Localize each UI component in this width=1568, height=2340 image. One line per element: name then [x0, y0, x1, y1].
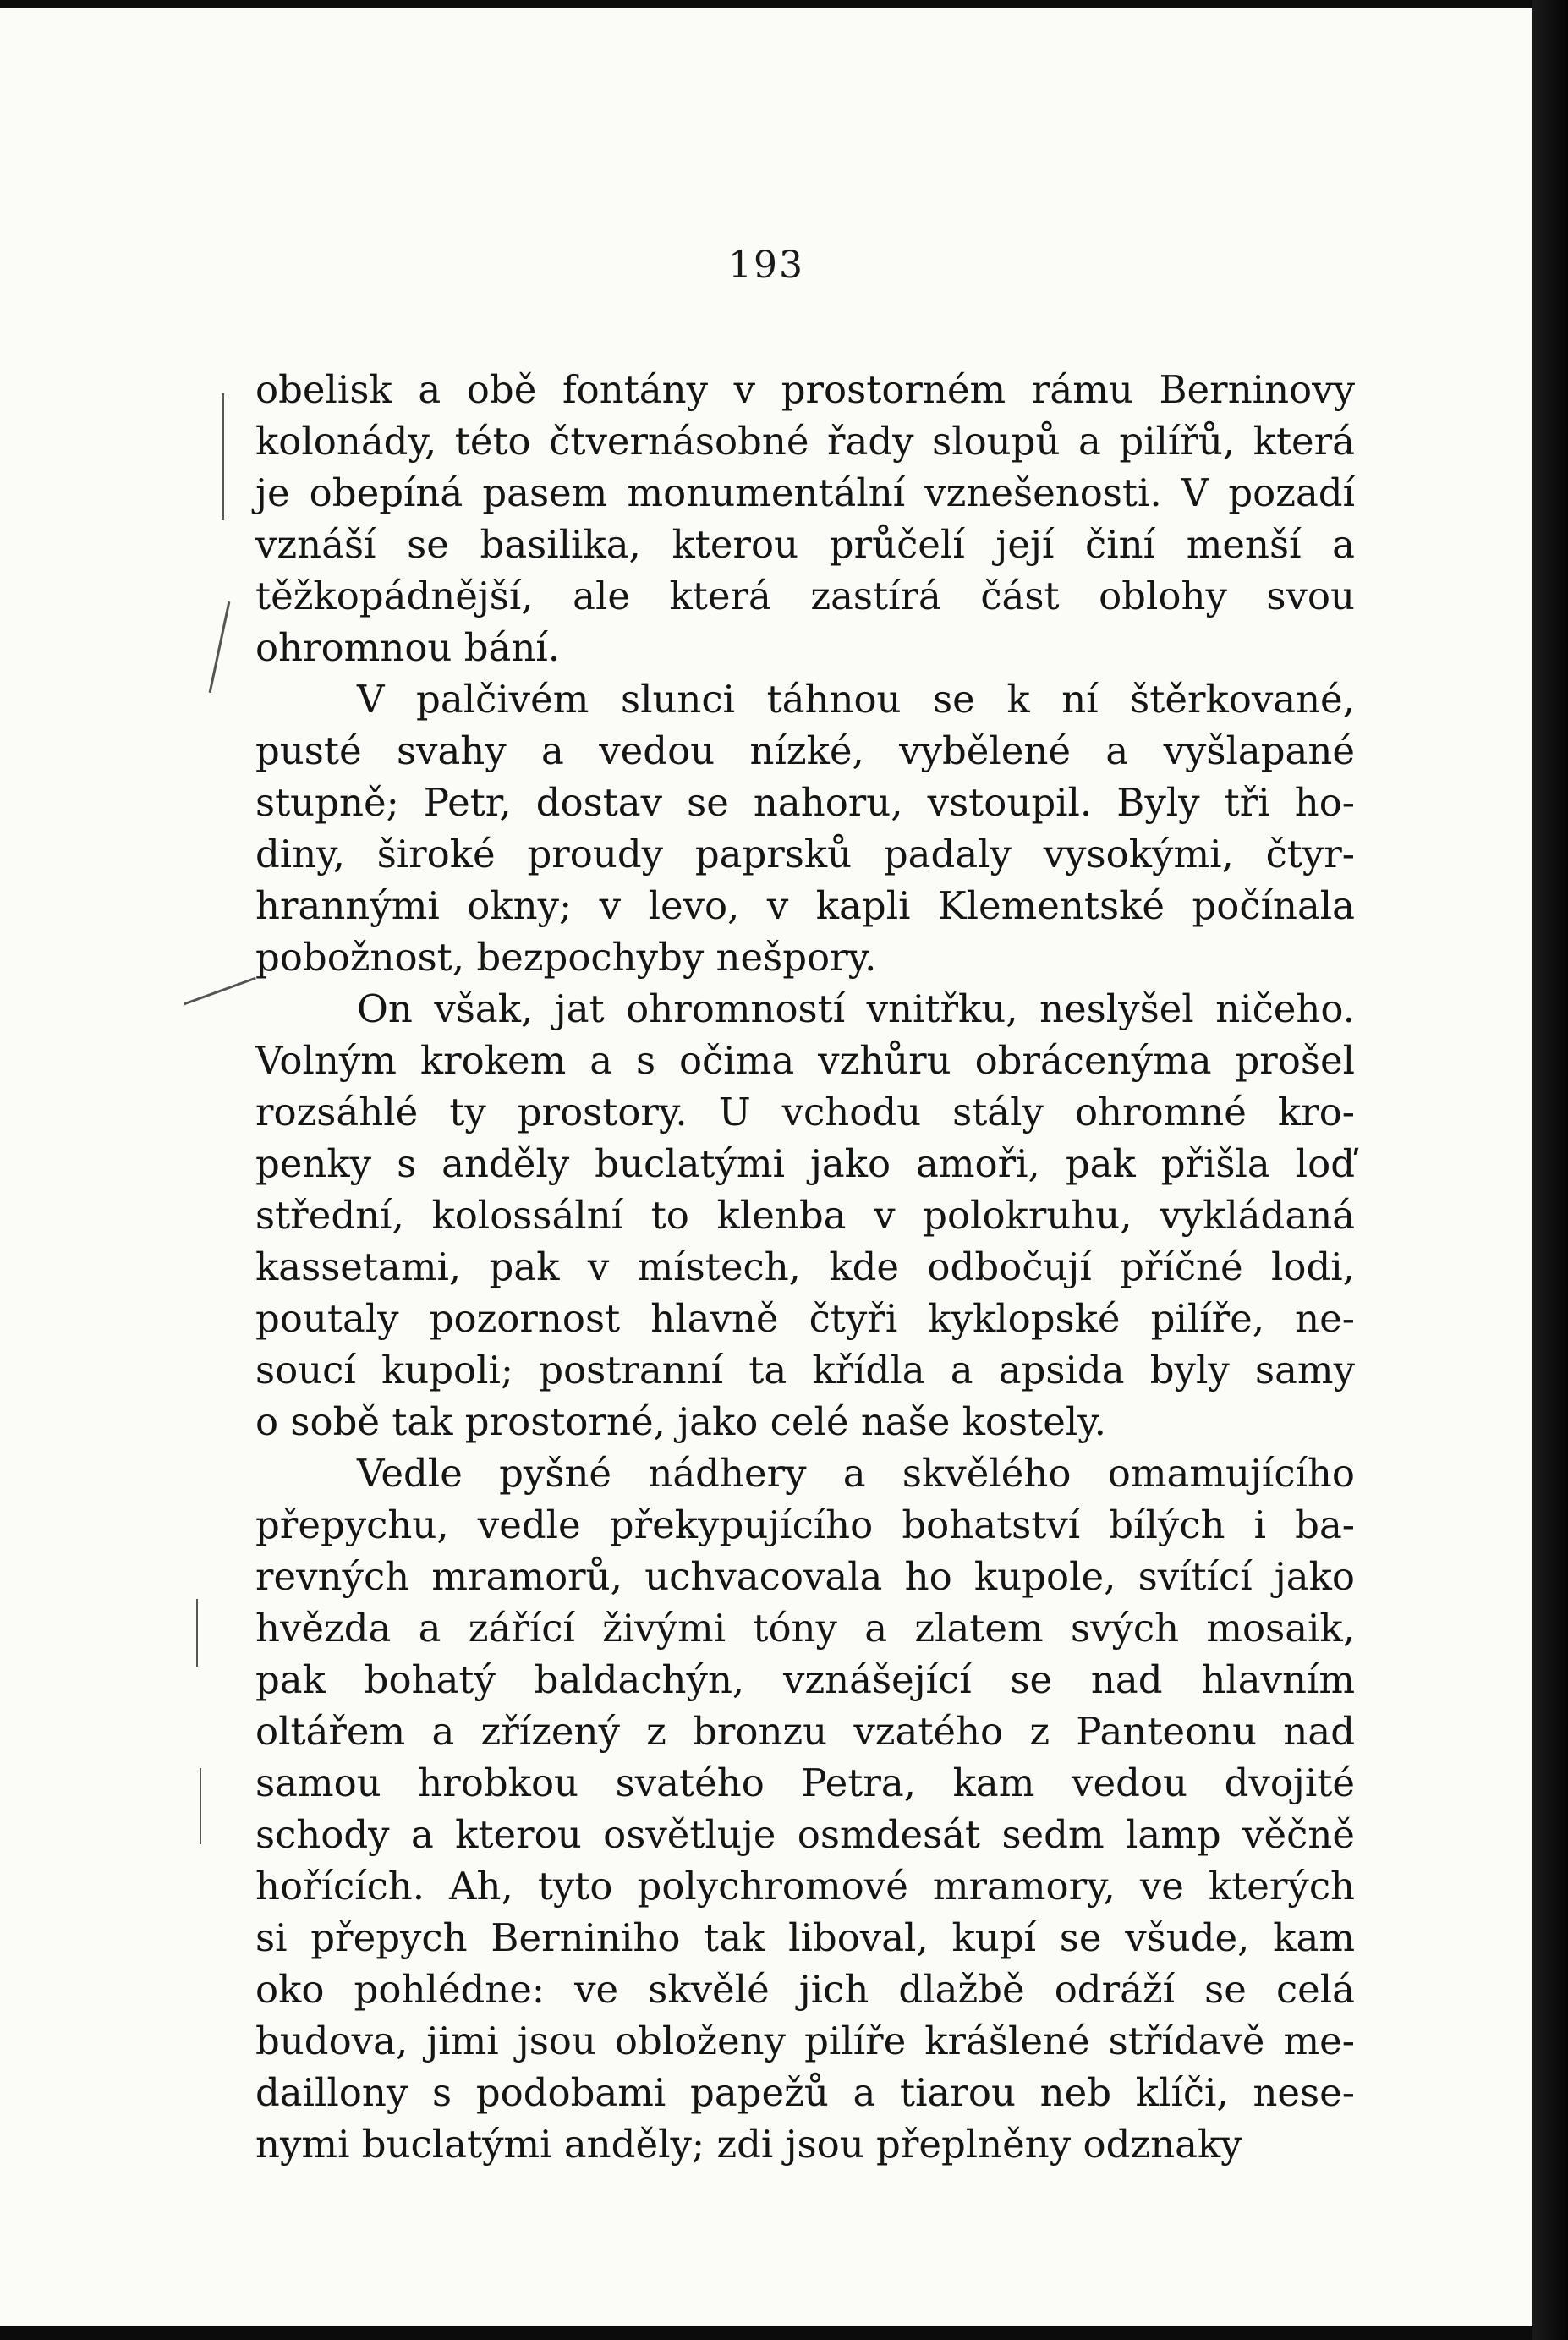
scan-edge: [1532, 0, 1568, 2340]
text-line: daillony s podobami papežů a tiarou neb klíči, nese-: [255, 2070, 1355, 2115]
text-line: budova, jimi jsou obloženy pilíře krášlené střídavě me-: [255, 2019, 1355, 2063]
paragraph: [255, 673, 1355, 983]
text-line: samou hrobkou svatého Petra, kam vedou dvojité: [255, 1760, 1355, 1805]
text-line: oko pohlédne: ve skvělé jich dlažbě odráží se celá: [255, 1967, 1355, 2012]
page-number: 193: [728, 244, 804, 287]
book-page: [0, 8, 1534, 2326]
pencil-margin-mark: [209, 601, 231, 693]
text-line: On však, jat ohromností vnitřku, neslyšel ničeho.: [357, 986, 1355, 1031]
paragraph: [255, 364, 1355, 673]
pencil-margin-mark: [222, 393, 224, 520]
text-line: střední, kolossální to klenba v polokruhu, vykládaná: [255, 1193, 1355, 1238]
text-line: hořících. Ah, tyto polychromové mramory, ve kterých: [255, 1864, 1355, 1909]
text-line: Vedle pyšné nádhery a skvělého omamujícího: [357, 1451, 1355, 1496]
text-line: soucí kupoli; postranní ta křídla a apsida byly samy: [255, 1348, 1355, 1392]
text-line: hvězda a zářící živými tóny a zlatem svých mosaik,: [255, 1606, 1355, 1651]
text-line: o sobě tak prostorné, jako celé naše kostely.: [255, 1399, 1106, 1444]
pencil-margin-mark: [196, 1599, 198, 1667]
text-line: pak bohatý baldachýn, vznášející se nad hlavním: [255, 1657, 1355, 1702]
text-line: rozsáhlé ty prostory. U vchodu stály ohromné kro-: [255, 1090, 1355, 1134]
pencil-margin-mark: [200, 1768, 201, 1844]
text-line: poutaly pozornost hlavně čtyři kyklopské pilíře, ne-: [255, 1296, 1355, 1341]
text-line: kassetami, pak v místech, kde odbočují příčné lodi,: [255, 1244, 1355, 1289]
text-line: hrannými okny; v levo, v kapli Klementské počínala: [255, 883, 1355, 928]
text-line: je obepíná pasem monumentální vznešenosti. V pozadí: [255, 470, 1355, 515]
text-line: obelisk a obě fontány v prostorném rámu Berninovy: [255, 367, 1355, 412]
text-line: pobožnost, bezpochyby nešpory.: [255, 935, 877, 980]
text-line: kolonády, této čtvernásobné řady sloupů a pilířů, která: [255, 419, 1355, 464]
body-text: [255, 364, 1355, 2170]
text-line: schody a kterou osvětluje osmdesát sedm lamp věčně: [255, 1812, 1355, 1857]
text-line: stupně; Petr, dostav se nahoru, vstoupil. Byly tři ho-: [255, 780, 1355, 825]
text-line: ohromnou bání.: [255, 625, 561, 670]
pencil-margin-mark: [184, 977, 256, 1006]
text-line: diny, široké proudy paprsků padaly vysokými, čtyr-: [255, 832, 1355, 876]
text-line: vznáší se basilika, kterou průčelí její činí menší a: [255, 522, 1355, 567]
paragraph: [255, 1447, 1355, 2170]
text-line: revných mramorů, uchvacovala ho kupole, svítící jako: [255, 1554, 1355, 1599]
paragraph: [255, 983, 1355, 1447]
text-line: Volným krokem a s očima vzhůru obrácenýma prošel: [255, 1038, 1355, 1083]
text-line: si přepych Berniniho tak liboval, kupí se všude, kam: [255, 1915, 1355, 1960]
text-line: penky s anděly buclatými jako amoři, pak přišla loď: [255, 1141, 1355, 1186]
text-line: oltářem a zřízený z bronzu vzatého z Panteonu nad: [255, 1709, 1355, 1754]
text-line: V palčivém slunci táhnou se k ní štěrkované,: [357, 677, 1355, 722]
text-line: pusté svahy a vedou nízké, vybělené a vyšlapané: [255, 728, 1355, 773]
text-line: těžkopádnější, ale která zastírá část oblohy svou: [255, 574, 1355, 618]
text-line: nymi buclatými anděly; zdi jsou přeplněny odznaky: [255, 2122, 1242, 2167]
text-line: přepychu, vedle překypujícího bohatství bílých i ba-: [255, 1502, 1355, 1547]
